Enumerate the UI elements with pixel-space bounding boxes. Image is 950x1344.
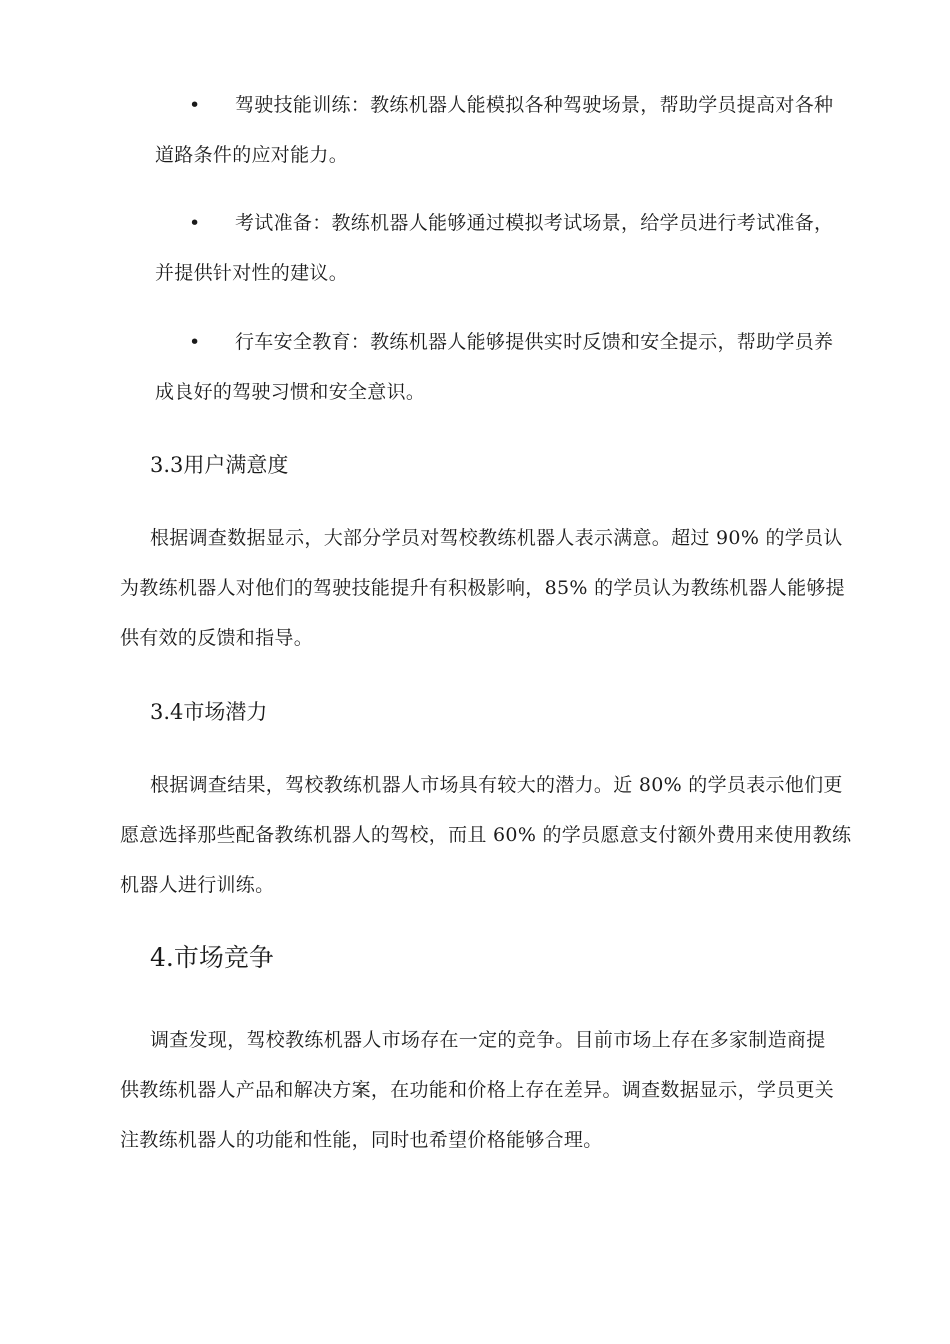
bullet-first-line — [155, 80, 835, 130]
bullet-dot-icon: • — [189, 212, 201, 234]
paragraph-line: 注教练机器人的功能和性能，同时也希望价格能够合理。 — [120, 1129, 603, 1151]
bullet-text: 驾驶技能训练：教练机器人能模拟各种驾驶场景，帮助学员提高对各种 — [235, 94, 834, 116]
paragraph-line: 供教练机器人产品和解决方案，在功能和价格上存在差异。调查数据显示，学员更关 — [120, 1079, 835, 1101]
bullet-continuation: 成良好的驾驶习惯和安全意识。 — [155, 381, 426, 403]
bullet-continuation: 并提供针对性的建议。 — [155, 262, 349, 284]
bullet-dot-icon: • — [189, 94, 201, 116]
section-heading-user-satisfaction: 3.3用户满意度 — [150, 453, 289, 477]
bullet-item-safety-education — [155, 317, 835, 417]
paragraph-line: 机器人进行训练。 — [120, 874, 275, 896]
paragraph-line: 调查发现，驾校教练机器人市场存在一定的竞争。目前市场上存在多家制造商提 — [150, 1029, 826, 1051]
paragraph-market-potential — [120, 760, 852, 910]
bullet-item-driving-skills — [155, 80, 835, 180]
bullet-text: 考试准备：教练机器人能够通过模拟考试场景，给学员进行考试准备， — [235, 212, 834, 234]
paragraph-market-competition — [120, 1015, 835, 1165]
paragraph-line: 根据调查结果，驾校教练机器人市场具有较大的潜力。近 80% 的学员表示他们更 — [150, 774, 843, 796]
bullet-dot-icon: • — [189, 331, 201, 353]
bullet-first-line — [155, 317, 835, 367]
section-heading-market-competition: 4.市场竞争 — [150, 943, 274, 972]
paragraph-line: 供有效的反馈和指导。 — [120, 627, 314, 649]
bullet-item-exam-prep — [155, 198, 835, 298]
section-heading-market-potential: 3.4市场潜力 — [150, 700, 268, 724]
bullet-text: 行车安全教育：教练机器人能够提供实时反馈和安全提示，帮助学员养 — [235, 331, 834, 353]
paragraph-line: 愿意选择那些配备教练机器人的驾校，而且 60% 的学员愿意支付额外费用来使用教练 — [120, 824, 852, 846]
bullet-continuation: 道路条件的应对能力。 — [155, 144, 349, 166]
bullet-first-line — [155, 198, 835, 248]
paragraph-line: 根据调查数据显示，大部分学员对驾校教练机器人表示满意。超过 90% 的学员认 — [150, 527, 843, 549]
paragraph-user-satisfaction — [120, 513, 845, 663]
paragraph-line: 为教练机器人对他们的驾驶技能提升有积极影响，85% 的学员认为教练机器人能够提 — [120, 577, 845, 599]
